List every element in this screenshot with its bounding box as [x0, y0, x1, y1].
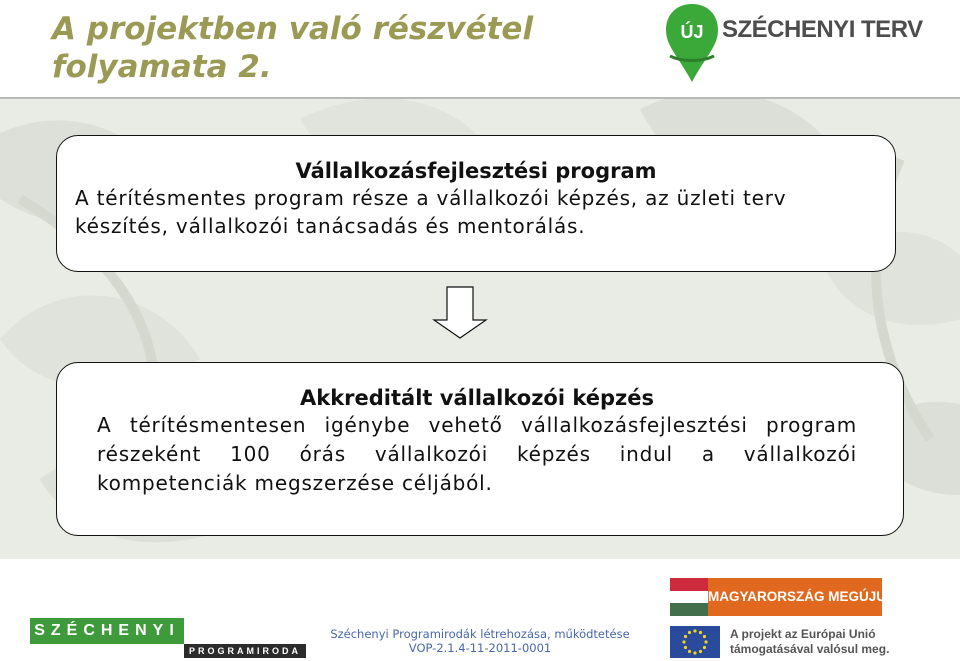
program-description: A térítésmentes program része a vállalkozói képzés, az üzleti terv készítés, vállalkozói tanácsadás és mentorálás. [75, 186, 787, 238]
uj-badge-text: ÚJ [680, 22, 704, 42]
eu-support-line2: támogatásával valósul meg. [730, 642, 890, 656]
slide-title-line2: folyamata 2. [52, 49, 272, 85]
slide-title-line1: A projektben való részvétel [52, 11, 534, 47]
szechenyi-programiroda-logo [30, 618, 306, 658]
szechenyi-terv-text: SZÉCHENYI TERV [722, 16, 923, 43]
eu-support-text [730, 627, 952, 657]
uj-pin-icon [664, 2, 720, 84]
training-description: A térítésmentesen igénybe vehető vállalkozásfejlesztési program részeként 100 órás vállalkozói képzés indul a vállalkozói kompetenciák megszerzése céljából. [97, 413, 857, 495]
eu-support-line1: A projekt az Európai Unió [730, 627, 876, 641]
programiroda-logo-bottom: PROGRAMIRODA [184, 644, 306, 658]
programiroda-logo-top: SZÉCHENYI [30, 618, 184, 644]
training-heading: Akkreditált vállalkozói képzés [299, 386, 655, 410]
szechenyi-terv-logo [664, 2, 924, 88]
slide-header [0, 0, 960, 98]
magyarorszag-megujul-text: MAGYARORSZÁG MEGÚJUL [708, 578, 882, 616]
eu-flag-icon [670, 626, 720, 658]
footer-caption-line2: VOP-2.1.4-11-2011-0001 [408, 641, 552, 655]
program-heading: Vállalkozásfejlesztési program [295, 159, 657, 183]
slide-title [52, 10, 533, 86]
hungarian-flag-icon [670, 578, 708, 616]
magyarorszag-megujul-banner [670, 578, 895, 616]
training-info-box [56, 362, 904, 536]
down-arrow-icon [432, 286, 488, 340]
program-info-box [56, 135, 896, 272]
footer-caption [320, 627, 640, 655]
footer-caption-line1: Széchenyi Programirodák létrehozása, működtetése [330, 627, 630, 641]
